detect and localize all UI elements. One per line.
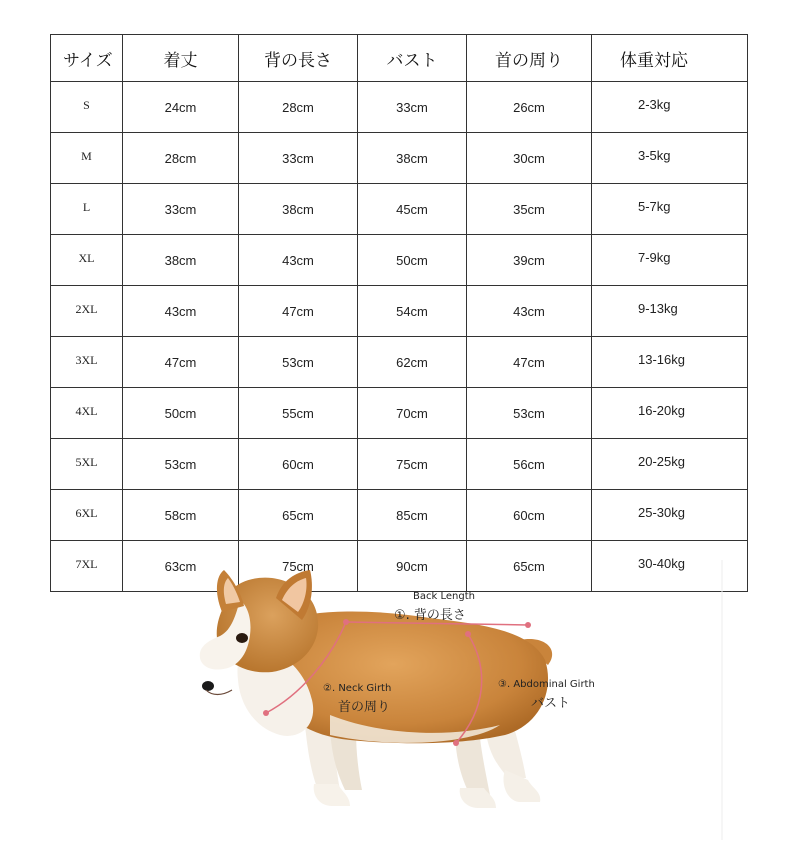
- neck-cell: 35cm: [467, 184, 592, 235]
- neck-girth-label-jp: 首の周り: [338, 700, 391, 715]
- back-length-cell: 60cm: [239, 439, 358, 490]
- weight-cell: 13-16kg: [592, 337, 748, 388]
- size-cell: S: [51, 82, 123, 133]
- neck-girth-label-en: ②. Neck Girth: [323, 683, 392, 694]
- size-cell: L: [51, 184, 123, 235]
- table-row: [51, 490, 748, 541]
- weight-cell: 30-40kg: [592, 541, 748, 592]
- weight-cell: 7-9kg: [592, 235, 748, 286]
- header-weight: 体重対応: [592, 35, 748, 82]
- back-length-cell: 43cm: [239, 235, 358, 286]
- weight-cell: 9-13kg: [592, 286, 748, 337]
- bust-cell: 54cm: [358, 286, 467, 337]
- bust-cell: 85cm: [358, 490, 467, 541]
- abdominal-girth-label-en: ③. Abdominal Girth: [498, 679, 595, 690]
- weight-cell: 25-30kg: [592, 490, 748, 541]
- back-length-cell: 65cm: [239, 490, 358, 541]
- length-cell: 63cm: [123, 541, 239, 592]
- neck-cell: 26cm: [467, 82, 592, 133]
- back-length-cell: 28cm: [239, 82, 358, 133]
- back-length-label-jp: ①. 背の長さ: [394, 608, 466, 623]
- length-cell: 24cm: [123, 82, 239, 133]
- back-length-cell: 75cm: [239, 541, 358, 592]
- neck-cell: 39cm: [467, 235, 592, 286]
- size-cell: 4XL: [51, 388, 123, 439]
- length-cell: 50cm: [123, 388, 239, 439]
- size-cell: 3XL: [51, 337, 123, 388]
- length-cell: 38cm: [123, 235, 239, 286]
- length-cell: 43cm: [123, 286, 239, 337]
- back-length-cell: 55cm: [239, 388, 358, 439]
- weight-cell: 3-5kg: [592, 133, 748, 184]
- table-row: [51, 439, 748, 490]
- back-length-label-en: Back Length: [413, 591, 475, 602]
- weight-cell: 20-25kg: [592, 439, 748, 490]
- neck-cell: 47cm: [467, 337, 592, 388]
- length-cell: 47cm: [123, 337, 239, 388]
- size-cell: 7XL: [51, 541, 123, 592]
- table-row: [51, 184, 748, 235]
- neck-cell: 56cm: [467, 439, 592, 490]
- table-row: [51, 235, 748, 286]
- table-row: [51, 133, 748, 184]
- back-length-cell: 53cm: [239, 337, 358, 388]
- size-chart-table: [50, 34, 748, 592]
- neck-cell: 65cm: [467, 541, 592, 592]
- bust-cell: 38cm: [358, 133, 467, 184]
- table-row: [51, 388, 748, 439]
- neck-cell: 43cm: [467, 286, 592, 337]
- length-cell: 33cm: [123, 184, 239, 235]
- back-length-cell: 33cm: [239, 133, 358, 184]
- length-cell: 28cm: [123, 133, 239, 184]
- bust-cell: 70cm: [358, 388, 467, 439]
- header-size: サイズ: [51, 35, 123, 82]
- size-cell: 6XL: [51, 490, 123, 541]
- size-cell: 5XL: [51, 439, 123, 490]
- bust-cell: 62cm: [358, 337, 467, 388]
- size-cell: XL: [51, 235, 123, 286]
- size-cell: 2XL: [51, 286, 123, 337]
- table-row: [51, 286, 748, 337]
- bust-cell: 75cm: [358, 439, 467, 490]
- size-cell: M: [51, 133, 123, 184]
- table-row: [51, 337, 748, 388]
- bust-cell: 90cm: [358, 541, 467, 592]
- bust-cell: 50cm: [358, 235, 467, 286]
- bust-cell: 45cm: [358, 184, 467, 235]
- header-length: 着丈: [123, 35, 239, 82]
- back-length-cell: 38cm: [239, 184, 358, 235]
- dog-illustration: [0, 540, 790, 842]
- back-length-cell: 47cm: [239, 286, 358, 337]
- length-cell: 53cm: [123, 439, 239, 490]
- table-header-row: [51, 35, 748, 82]
- weight-cell: 5-7kg: [592, 184, 748, 235]
- neck-cell: 53cm: [467, 388, 592, 439]
- header-bust: バスト: [358, 35, 467, 82]
- header-back-length: 背の長さ: [239, 35, 358, 82]
- table-row: [51, 82, 748, 133]
- dog-measurement-diagram: [0, 540, 790, 842]
- weight-cell: 16-20kg: [592, 388, 748, 439]
- neck-cell: 30cm: [467, 133, 592, 184]
- weight-cell: 2-3kg: [592, 82, 748, 133]
- header-neck: 首の周り: [467, 35, 592, 82]
- bust-cell: 33cm: [358, 82, 467, 133]
- neck-cell: 60cm: [467, 490, 592, 541]
- abdominal-girth-label-jp: バスト: [531, 696, 571, 711]
- length-cell: 58cm: [123, 490, 239, 541]
